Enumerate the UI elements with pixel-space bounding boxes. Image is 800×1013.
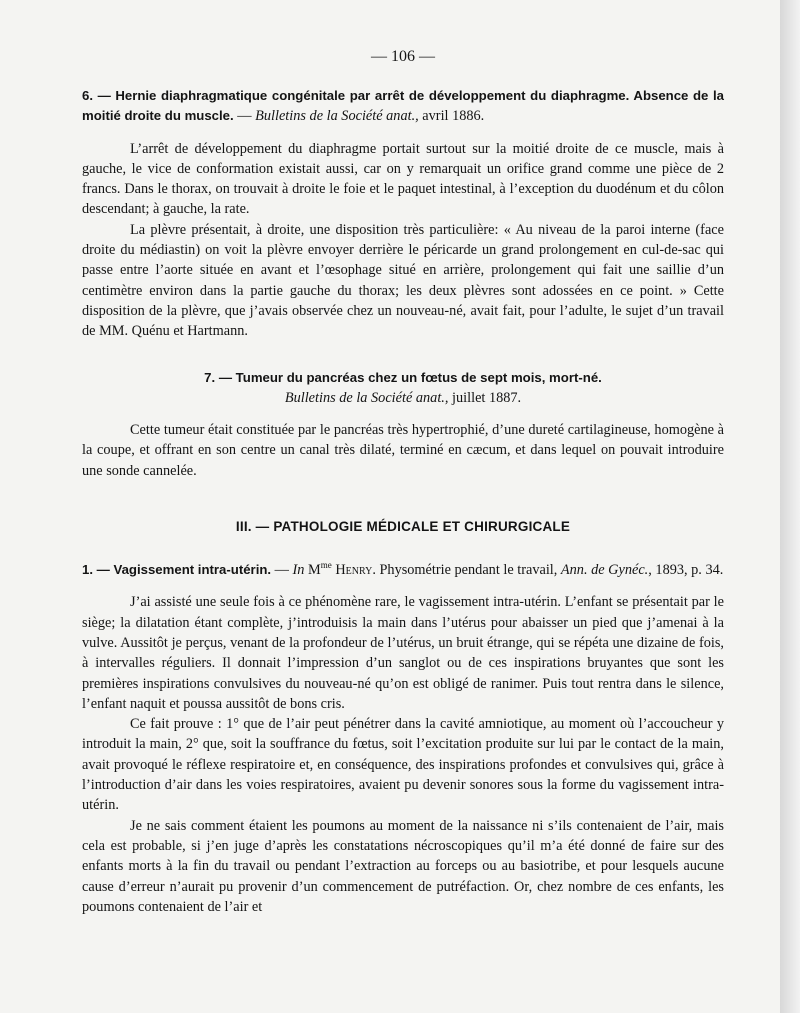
page-content [82, 48, 724, 917]
entry-1-author: Henry [335, 562, 373, 579]
entry-1-journal: Ann. de Gynéc. [560, 562, 649, 579]
entry-1-paragraph-1: J’ai assisté une seule fois à ce phénomène rare, le vagissement intra-utérin. L’enfant se présentait par le siège; la dilatation étant complète, j’introduisis la main dans l’utérus pour abaisser un pied que j’amenai à la vulve. Aussitôt je perçus, venant de la profondeur de l’utérus, un bruit étrange, qui se répéta une dizaine de fois, à intervalles réguliers. Il donnait l’impression d’un sanglot ou de ces inspirations bruyantes que sont les premières inspirations convulsives du nouveau-né qu’on est obligé de ranimer. Puis tout rentra dans le silence, l’enfant naquit et poussa aussitôt de bons cris. [82, 594, 724, 712]
entry-6-dash: — [233, 108, 256, 125]
entry-6-number: 6. — [82, 88, 111, 103]
entry-7-date: juillet 1887. [448, 389, 522, 406]
entry-6-date: avril 1886. [418, 108, 485, 125]
entry-1-in: In [292, 562, 305, 579]
entry-6-source: Bulletins de la Société anat., [255, 108, 419, 125]
entry-1-title: 1. — Vagissement intra-utérin. [82, 562, 272, 578]
entry-6-title: Hernie diaphragmatique congénitale par arrêt de développement du diaphragme. Absence de la moitié droite du muscle. [82, 88, 725, 124]
entry-7-source-line [82, 388, 724, 408]
entry-1-ref: , 1893, p. 34. [648, 562, 724, 579]
entry-7-paragraph: Cette tumeur était constituée par le pancréas très hypertrophié, d’une dureté cartilagineuse, homogène à la coupe, et offrant en son centre un canal très dilaté, terminé en cæcum, et dans lequel on pouvait introduire une sonde cannelée. [82, 422, 724, 479]
entry-6-heading [82, 86, 724, 127]
page-number: — 106 — [371, 48, 435, 65]
entry-6-paragraph-1: L’arrêt de développement du diaphragme portait surtout sur la moitié droite de ce muscle, mais à gauche, le vice de conformation existait aussi, car on y remarquait un orifice grand comme une pièce de 2 francs. Dans le thorax, on trouvait à droite le foie et le paquet intestinal, à l’exception du duodénum et du côlon descendant; à gauche, la rate. [82, 140, 724, 218]
entry-1-heading [82, 560, 724, 580]
entry-1-paragraph-2: Ce fait prouve : 1° que de l’air peut pénétrer dans la cavité amniotique, au moment où l’accoucheur y introduit la main, 2° que, soit la souffrance du fœtus, soit l’excitation produite sur lui par le contact de la main, avait provoqué le réflexe respiratoire et, en conséquence, des inspirations profondes et convulsives qui, grâce à l’introduction d’air dans les voies respiratoires, avaient pu devenir sonores sous la forme du vagissement intra-utérin. [82, 716, 724, 814]
section-title: III. — PATHOLOGIE MÉDICALE ET CHIRURGICALE [235, 519, 571, 535]
entry-7-source: Bulletins de la Société anat., [284, 389, 449, 406]
entry-1-paragraph-3: Je ne sais comment étaient les poumons au moment de la naissance ni s’ils contenaient de l’air, mais cela est probable, si j’en juge d’après les constatations nécroscopiques qu’il m’a été donné de faire sur des enfants morts à la fin du travail ou pendant l’extraction au forceps ou au basiotribe, et pour lesquels aucune cause d’erreur n’aurait pu provenir d’un commencement de putréfaction. Or, chez nombre de ces enfants, les poumons contenaient de l’air et [82, 817, 724, 915]
entry-1-dash: — [271, 562, 293, 579]
entry-7-title: 7. — Tumeur du pancréas chez un fœtus de sept mois, mort-né. [204, 369, 602, 385]
entry-6-paragraph-2: La plèvre présentait, à droite, une disposition très particulière: « Au niveau de la paroi interne (face droite du médiastin) on voit la plèvre envoyer derrière le péricarde un grand prolongement en cul-de-sac qui passe entre l’aorte située en avant et l’œsophage situé en arrière, prolongement qui fait une saillie d’un centimètre environ dans la partie gauche du thorax; les deux plèvres sont adossées en ce point. » Cette disposition de la plèvre, que j’avais observée chez un nouveau-né, avait fait, pour l’adulte, le sujet d’un travail de MM. Quénu et Hartmann. [82, 221, 724, 340]
entry-1-work: . Physométrie pendant le travail, [372, 562, 561, 579]
page-edge [780, 0, 800, 1013]
entry-1-mme: M [308, 562, 321, 579]
entry-1-mme-sup: me [320, 560, 332, 571]
entry-7-heading [82, 368, 724, 388]
